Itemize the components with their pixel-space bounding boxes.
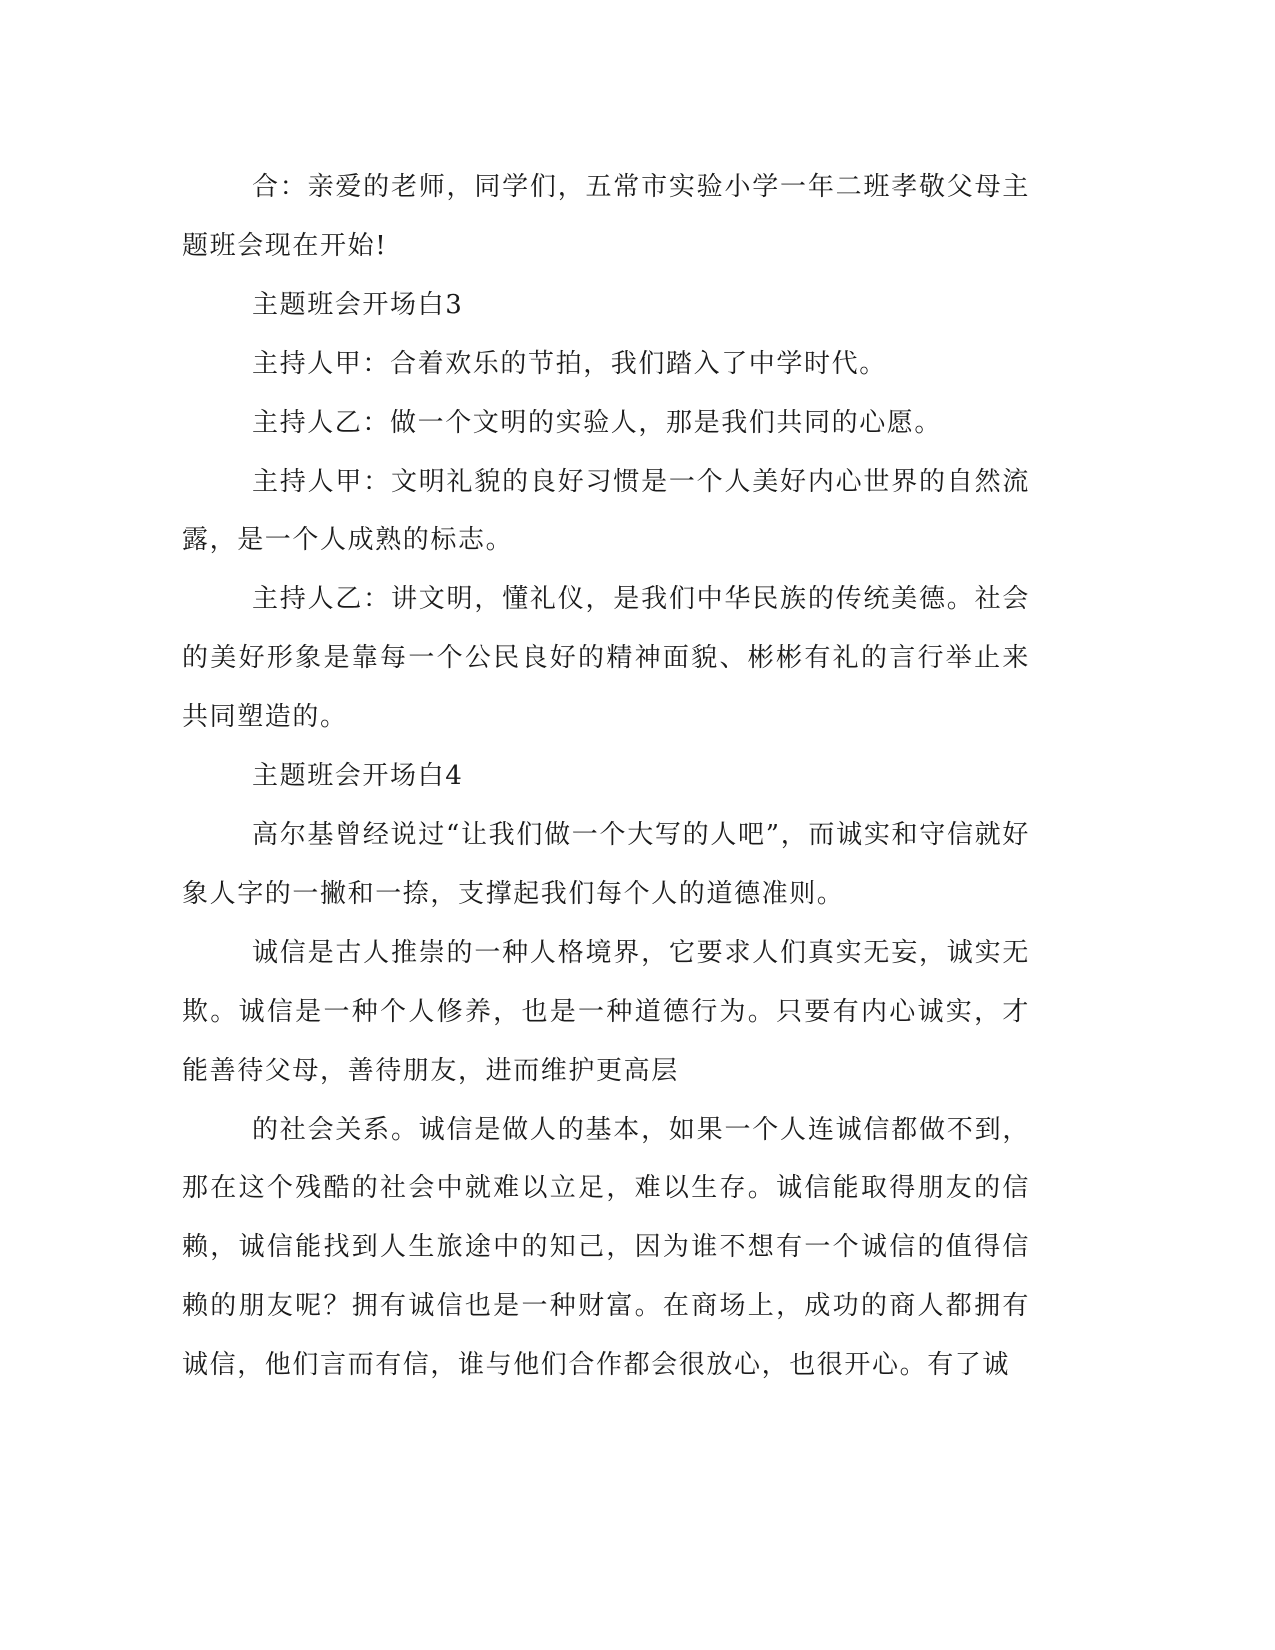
- paragraph-integrity-2: 的社会关系。诚信是做人的基本，如果一个人连诚信都做不到，那在这个残酷的社会中就难以立足，难以生存。诚信能取得朋友的信赖，诚信能找到人生旅途中的知己，因为谁不想有一个诚信的值得信赖的朋友呢？拥有诚信也是一种财富。在商场上，成功的商人都拥有诚信，他们言而有信，谁与他们合作都会很放心，也很开心。有了诚: [182, 1114, 1030, 1381]
- paragraph-host-b-1: 主持人乙：做一个文明的实验人，那是我们共同的心愿。: [252, 407, 943, 438]
- paragraph-gorky-quote: 高尔基曾经说过“让我们做一个大写的人吧”，而诚实和守信就好象人字的一撇和一捺，支撑起我们每个人的道德准则。: [182, 819, 1030, 909]
- paragraph-host-b-2: 主持人乙：讲文明，懂礼仪，是我们中华民族的传统美德。社会的美好形象是靠每一个公民良好的精神面貌、彬彬有礼的言行举止来共同塑造的。: [182, 584, 1030, 733]
- section-heading-3: 主题班会开场白3: [252, 289, 464, 320]
- section-heading-4: 主题班会开场白4: [252, 761, 464, 792]
- paragraph-opening-announcement: 合：亲爱的老师，同学们，五常市实验小学一年二班孝敬父母主题班会现在开始!: [182, 172, 1030, 261]
- paragraph-host-a-2: 主持人甲：文明礼貌的良好习惯是一个人美好内心世界的自然流露，是一个人成熟的标志。: [182, 466, 1030, 556]
- document-body: [182, 158, 1030, 1395]
- paragraph-host-a-1: 主持人甲：合着欢乐的节拍，我们踏入了中学时代。: [252, 348, 887, 379]
- paragraph-integrity-1: 诚信是古人推崇的一种人格境界，它要求人们真实无妄，诚实无欺。诚信是一种个人修养，也是一种道德行为。只要有内心诚实，才能善待父母，善待朋友，进而维护更高层: [182, 937, 1030, 1086]
